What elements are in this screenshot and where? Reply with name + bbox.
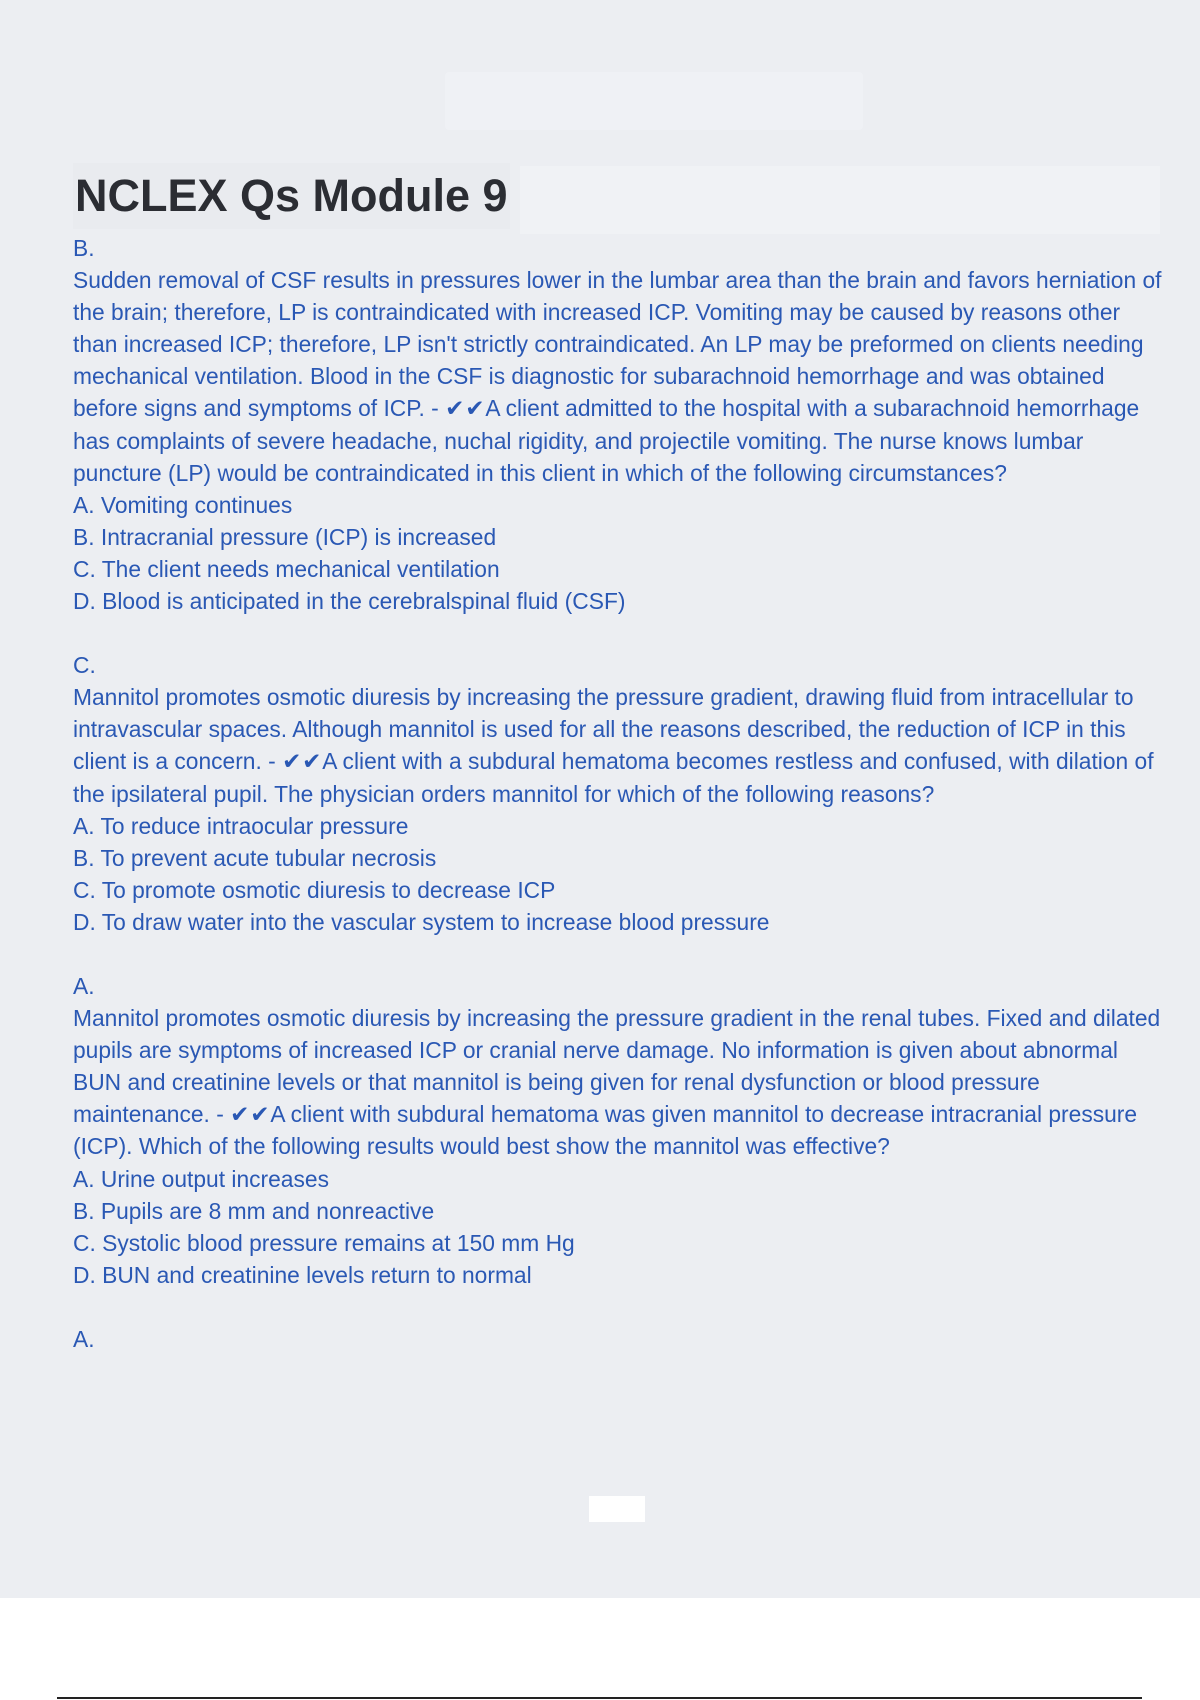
page-marker: [589, 1496, 645, 1522]
option-c: C. To promote osmotic diuresis to decrease ICP: [73, 876, 556, 903]
option-c: C. The client needs mechanical ventilation: [73, 555, 500, 582]
option-c: C. Systolic blood pressure remains at 150 mm Hg: [73, 1229, 575, 1256]
footer-divider: [57, 1697, 1142, 1699]
rationale-text: Sudden removal of CSF results in pressures lower in the lumbar area than the brain and favors herniation of the brain; therefore, LP is contraindicated with increased ICP. Vomiting may be caused by reasons other than increased ICP; therefore, LP isn't strictly contraindicated. An LP may be preformed on clients needing mechanical ventilation. Blood in the CSF is diagnostic for subarachnoid hemorrhage and was obtained before signs and symptoms of ICP. -: [73, 267, 1162, 422]
question-text: A client with subdural hematoma was given mannitol to decrease intracranial pressure (ICP). Which of the following results would best show the mannitol was effective?: [73, 1101, 1138, 1160]
option-b: B. To prevent acute tubular necrosis: [73, 844, 437, 871]
option-b: B. Intracranial pressure (ICP) is increased: [73, 523, 497, 550]
answer-letter: A.: [73, 972, 95, 999]
option-b: B. Pupils are 8 mm and nonreactive: [73, 1197, 435, 1224]
option-d: D. Blood is anticipated in the cerebralspinal fluid (CSF): [73, 588, 626, 615]
check-marks: ✔✔: [230, 1101, 271, 1128]
option-a: A. Urine output increases: [73, 1165, 329, 1192]
question-text: A client with a subdural hematoma becomes restless and confused, with dilation of the ipsilateral pupil. The physician orders mannitol for which of the following reasons?: [73, 748, 1154, 807]
document-title: NCLEX Qs Module 9: [73, 163, 510, 229]
title-band: [520, 166, 1160, 234]
check-marks: ✔✔: [445, 395, 486, 422]
qa-block-2: [73, 649, 1163, 938]
qa-block-1: [73, 232, 1163, 617]
option-d: D. To draw water into the vascular system to increase blood pressure: [73, 908, 770, 935]
answer-letter: A.: [73, 1325, 95, 1352]
answer-letter: B.: [73, 235, 95, 261]
option-a: A. To reduce intraocular pressure: [73, 812, 409, 839]
check-marks: ✔✔: [282, 748, 323, 775]
option-a: A. Vomiting continues: [73, 491, 293, 518]
qa-block-4: [73, 1323, 1163, 1355]
rationale-paragraph: [73, 264, 1163, 489]
question-text: A client admitted to the hospital with a subarachnoid hemorrhage has complaints of severe headache, nuchal rigidity, and projectile vomiting. The nurse knows lumbar puncture (LP) would be contraindicated in this client in which of the following circumstances?: [73, 395, 1140, 486]
rationale-paragraph: [73, 681, 1163, 809]
rationale-text: Mannitol promotes osmotic diuresis by increasing the pressure gradient, drawing fluid from intracellular to intravascular spaces. Although mannitol is used for all the reasons described, the reduction of ICP in this client is a concern. -: [73, 684, 1134, 775]
rationale-text: Mannitol promotes osmotic diuresis by increasing the pressure gradient in the renal tubes. Fixed and dilated pupils are symptoms of increased ICP or cranial nerve damage. No information is given about abnormal BUN and creatinine levels or that mannitol is being given for renal dysfunction or blood pressure maintenance. -: [73, 1005, 1161, 1128]
option-d: D. BUN and creatinine levels return to normal: [73, 1261, 532, 1288]
rationale-paragraph: [73, 1002, 1163, 1162]
header-placeholder: [445, 72, 863, 130]
answer-letter: C.: [73, 652, 96, 679]
document-content: [73, 232, 1163, 1387]
qa-block-3: [73, 970, 1163, 1291]
